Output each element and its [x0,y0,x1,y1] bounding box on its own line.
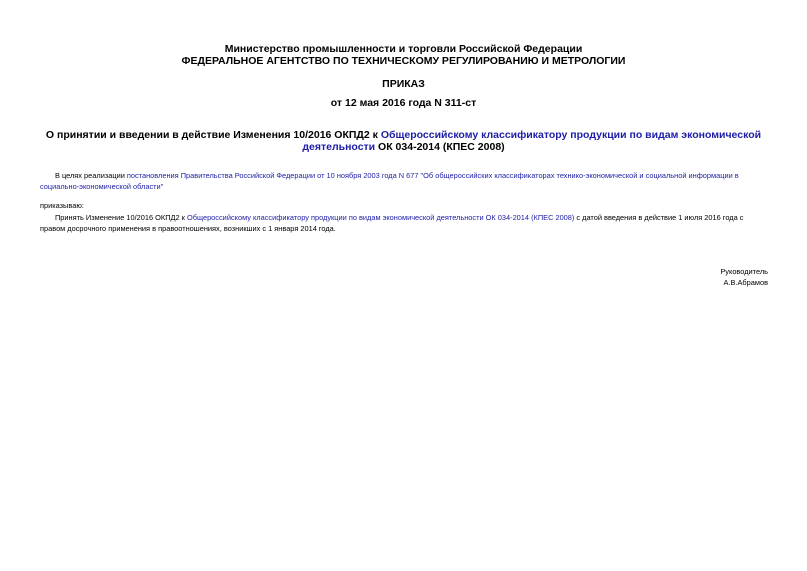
order-heading: ПРИКАЗ [382,78,425,90]
signature-name: А.В.Абрамов [723,278,768,287]
document-title [40,129,767,153]
government-decree-link[interactable]: постановления Правительства Российской Федерации от 10 ноября 2003 года N 677 "Об общероссийских классификаторах технико-экономической и социальной информации в социально-экономической области" [40,171,739,191]
title-suffix: ОК 034-2014 (КПЕС 2008) [375,141,505,153]
ministry-name: Министерство промышленности и торговли Российской Федерации [224,43,583,55]
paragraph-basis [40,171,767,192]
paragraph-order-text [40,213,767,234]
signature-role: Руководитель [720,267,768,276]
title-classifier-link[interactable]: Общероссийскому классификатору продукции по видам экономической деятельности [302,129,762,153]
agency-name: ФЕДЕРАЛЬНОЕ АГЕНТСТВО ПО ТЕХНИЧЕСКОМУ РЕГУЛИРОВАНИЮ И МЕТРОЛОГИИ [181,55,626,67]
paragraph-order-word: приказываю: [40,201,84,210]
paragraph-basis-prefix: В целях реализации [55,171,127,180]
signature-block [720,266,768,288]
title-prefix: О принятии и введении в действие Изменения 10/2016 ОКПД2 к [45,129,381,141]
classifier-link[interactable]: Общероссийскому классификатору продукции по видам экономической деятельности ОК 034-2014 (КПЕС 2008) [186,213,575,222]
order-date: от 12 мая 2016 года N 311-ст [330,97,477,109]
paragraph-order-suffix: с датой введения в действие 1 июля 2016 года с правом досрочного применения в правоотношениях, возникших с 1 января 2014 года. [40,213,744,233]
document-header [0,43,807,67]
paragraph-order-prefix: Принять Изменение 10/2016 ОКПД2 к [55,213,187,222]
